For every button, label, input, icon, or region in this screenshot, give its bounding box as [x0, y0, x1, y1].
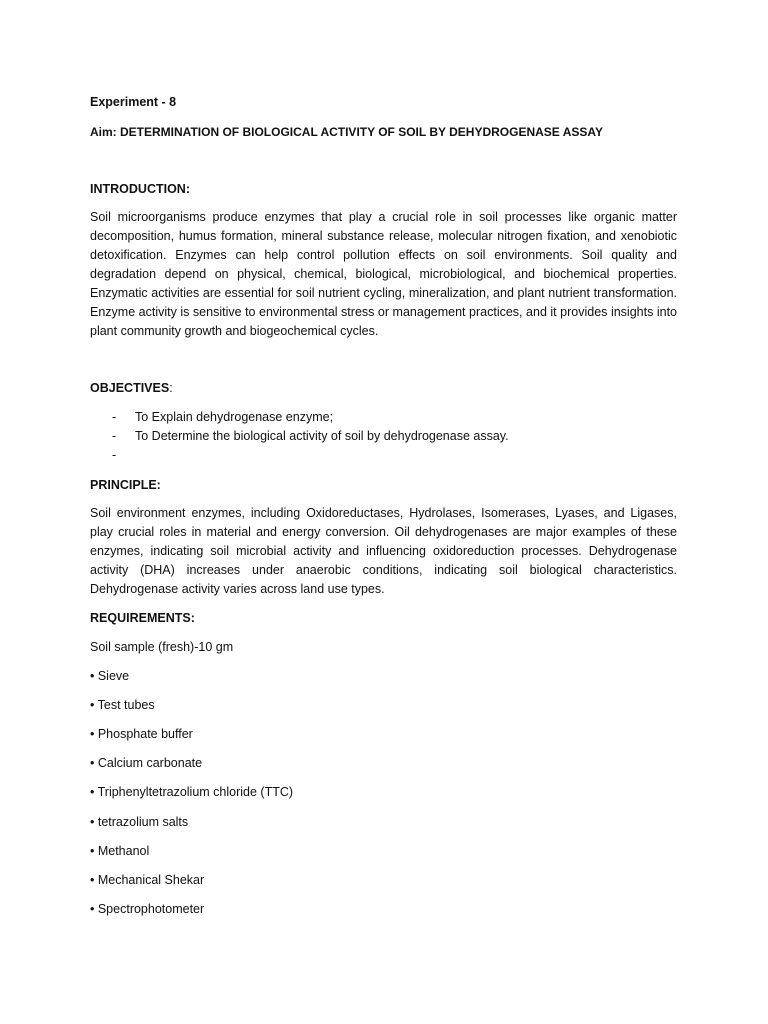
objective-item — [90, 427, 677, 446]
principle-heading: PRINCIPLE: — [90, 478, 161, 492]
aim-line — [90, 124, 677, 140]
objective-bullet: - — [112, 410, 117, 424]
requirement-item: Soil sample (fresh)-10 gm — [90, 640, 234, 654]
objective-item — [90, 446, 677, 465]
objectives-heading: OBJECTIVES — [90, 381, 170, 395]
requirement-item: • Sieve — [90, 669, 130, 683]
principle-body: Soil environment enzymes, including Oxidoreductases, Hydrolases, Isomerases, Lyases, and Ligases, play crucial roles in material and energy conversion. Oil dehydrogenases are major examples of these enzymes, indicating soil microbial activity and influencing oxidoreduction processes. Dehydrogenase activity (DHA) increases under anaerobic conditions, indicating soil biological characteristics. Dehydrogenase activity varies across land use types. — [90, 506, 677, 596]
objectives-heading-line — [90, 380, 677, 396]
requirement-item: • Test tubes — [90, 698, 155, 712]
introduction-heading: INTRODUCTION: — [90, 182, 190, 196]
objective-text: To Explain dehydrogenase enzyme; — [135, 410, 334, 424]
objectives-heading-suffix: : — [169, 381, 173, 395]
requirement-item: • Methanol — [90, 844, 150, 858]
aim-label: Aim — [90, 125, 113, 139]
objective-bullet: - — [112, 429, 117, 443]
requirement-item: • Phosphate buffer — [90, 727, 193, 741]
aim-text: : DETERMINATION OF BIOLOGICAL ACTIVITY OF SOIL BY DEHYDROGENASE ASSAY — [112, 125, 603, 139]
requirement-item: • Mechanical Shekar — [90, 873, 205, 887]
requirement-item: • tetrazolium salts — [90, 815, 189, 829]
experiment-title: Experiment - 8 — [90, 95, 177, 109]
objectives-list — [90, 408, 677, 465]
requirement-item: • Calcium carbonate — [90, 756, 203, 770]
objective-bullet: - — [112, 448, 117, 462]
requirements-heading: REQUIREMENTS: — [90, 611, 195, 625]
requirement-item: • Triphenyltetrazolium chloride (TTC) — [90, 785, 294, 799]
objective-item — [90, 408, 677, 427]
requirement-item: • Spectrophotometer — [90, 902, 205, 916]
objective-text: To Determine the biological activity of soil by dehydrogenase assay. — [135, 429, 509, 443]
introduction-body: Soil microorganisms produce enzymes that play a crucial role in soil processes like organic matter decomposition, humus formation, mineral substance release, molecular nitrogen fixation, and xenobiotic detoxification. Enzymes can help control pollution effects on soil environments. Soil quality and degradation depend on physical, chemical, biological, microbiological, and biochemical properties. Enzymatic activities are essential for soil nutrient cycling, mineralization, and plant nutrient transformation. Enzyme activity is sensitive to environmental stress or management practices, and it provides insights into plant community growth and biogeochemical cycles. — [90, 210, 677, 338]
